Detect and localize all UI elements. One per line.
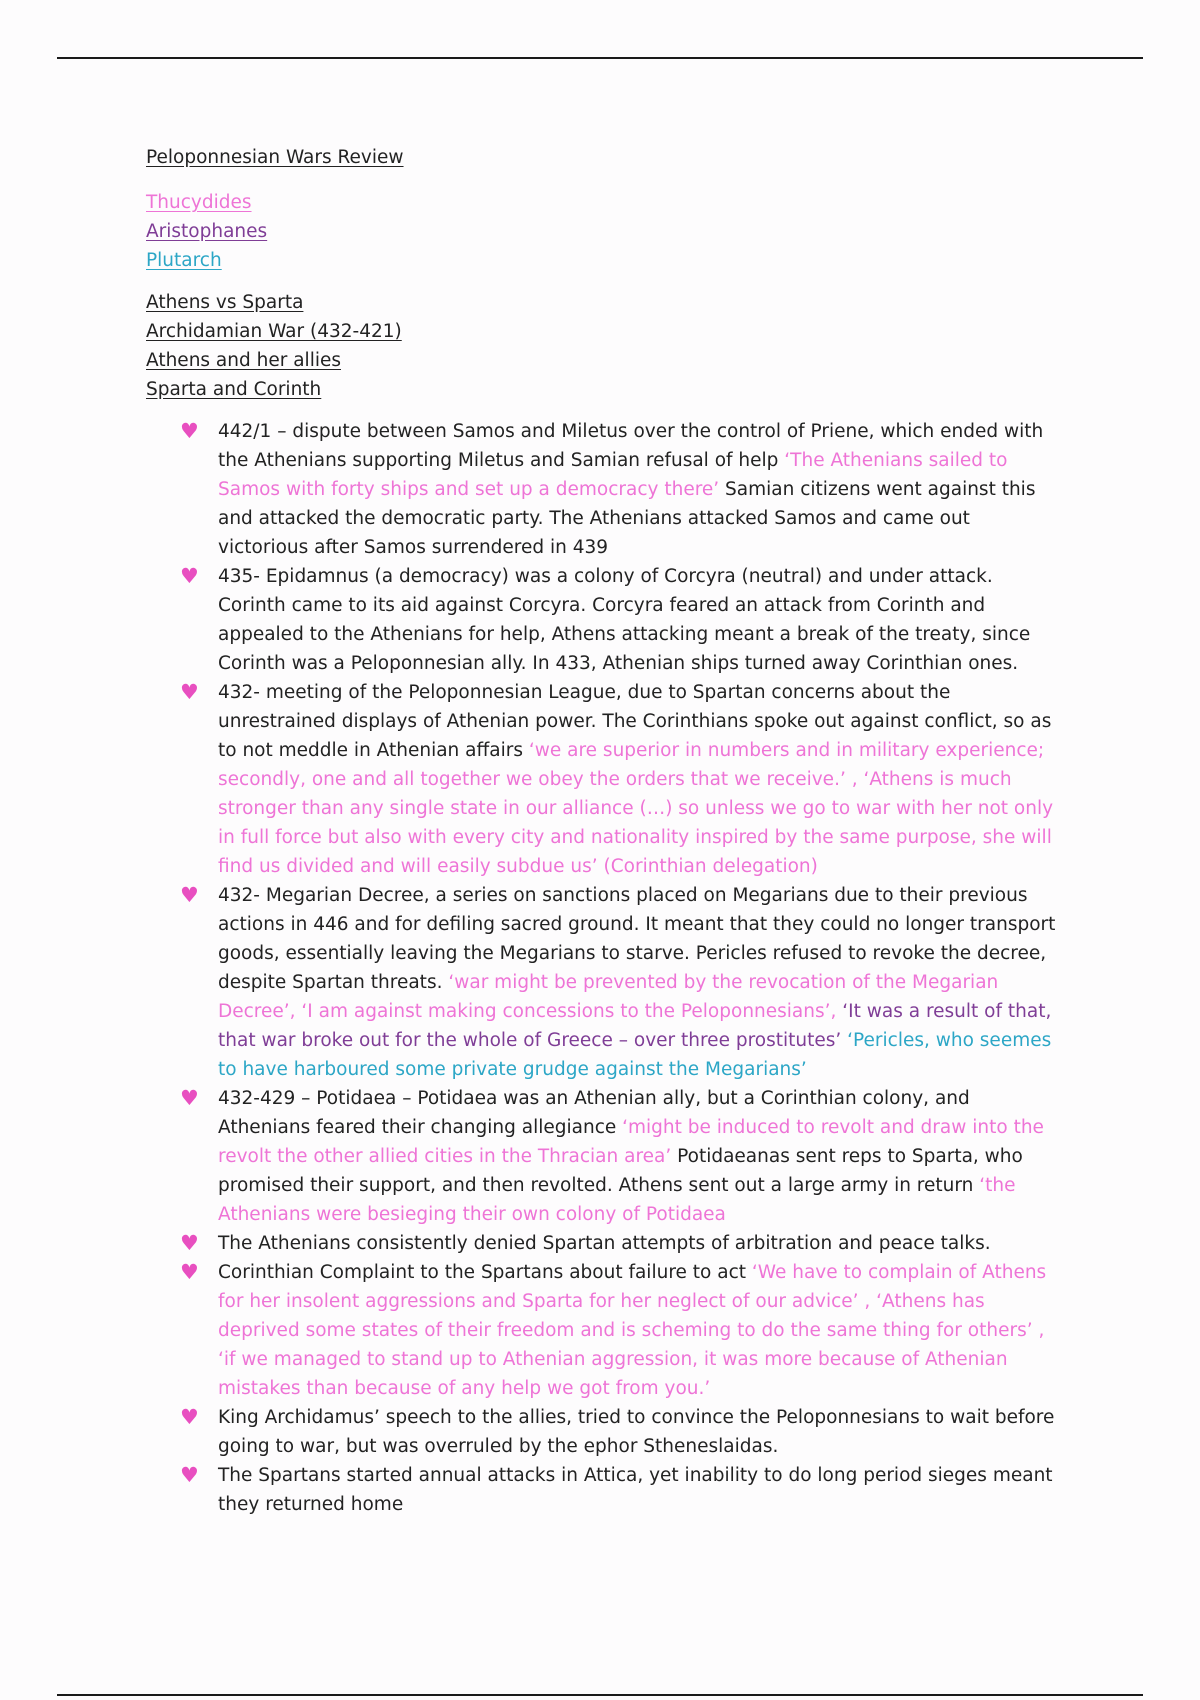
bullet-item	[146, 417, 1066, 562]
quote-text: ‘we are superior in numbers and in military experience; secondly, one and all together we obey the orders that we receive.’ , ‘Athens is much stronger than any single state in our alliance (…) so unless we go to war with her not only in full force but also with every city and nationality inspired by the same purpose, she will find us divided and will easily subdue us’ (Corinthian delegation)	[218, 740, 1054, 877]
heart-bullet-icon: ♥	[180, 1086, 199, 1110]
legend-aristophanes: Aristophanes	[146, 221, 268, 242]
bullet-item	[146, 1258, 1066, 1403]
quote-text: ‘We have to complain of Athens for her insolent aggressions and Sparta for her neglect of our advice’ , ‘Athens has deprived some states of their freedom and is scheming to do the same thing for others’ , ‘if we managed to stand up to Athenian aggression, it was more because of Athenian mistakes than because of any help we got from you.’	[218, 1262, 1047, 1399]
quote-text: ‘Pericles, who seemes to have harboured some private grudge against the Megarians’	[218, 1030, 1052, 1080]
bullet-text: 435- Epidamnus (a democracy) was a colony of Corcyra (neutral) and under attack. Corinth came to its aid against Corcyra. Corcyra feared an attack from Corinth and appealed to the Athenians for help, Athens attacking meant a break of the treaty, since Corinth was a Peloponnesian ally. In 433, Athenian ships turned away Corinthian ones.	[218, 566, 1031, 674]
bullet-text: 432- meeting of the Peloponnesian League, due to Spartan concerns about the unrestrained displays of Athenian power. The Corinthians spoke out against conflict, so as to not meddle in Athenian affairs	[218, 682, 1052, 761]
bullet-text: The Athenians consistently denied Spartan attempts of arbitration and peace talks.	[218, 1233, 991, 1254]
source-legend	[146, 188, 1066, 275]
topic-heading: Sparta and Corinth	[146, 379, 322, 400]
heart-bullet-icon: ♥	[180, 1231, 199, 1255]
legend-thucydides: Thucydides	[146, 192, 252, 213]
bullet-text: Samian citizens went against this and attacked the democratic party. The Athenians attacked Samos and came out victorious after Samos surrendered in 439	[218, 479, 1036, 558]
quote-text: ‘The Athenians sailed to Samos with forty ships and set up a democracy there’	[218, 450, 1008, 500]
top-rule	[57, 57, 1143, 59]
legend-plutarch: Plutarch	[146, 250, 222, 271]
page-title: Peloponnesian Wars Review	[146, 147, 404, 168]
bullet-text: 432- Megarian Decree, a series on sanctions placed on Megarians due to their previous actions in 446 and for defiling sacred ground. It meant that they could no longer transport goods, essentially leaving the Megarians to starve. Pericles refused to revoke the decree, despite Spartan threats.	[218, 885, 1056, 993]
bullet-item	[146, 881, 1066, 1084]
heart-bullet-icon: ♥	[180, 564, 199, 588]
heart-bullet-icon: ♥	[180, 1260, 199, 1284]
quote-text: ‘It was a result of that, that war broke out for the whole of Greece – over three prostitutes’	[218, 1001, 1052, 1051]
bullet-list	[146, 417, 1066, 1519]
bullet-text: King Archidamus’ speech to the allies, tried to convince the Peloponnesians to wait before going to war, but was overruled by the ephor Stheneslaidas.	[218, 1407, 1055, 1457]
topic-heading: Athens vs Sparta	[146, 292, 304, 313]
bullet-text: 442/1 – dispute between Samos and Miletus over the control of Priene, which ended with the Athenians supporting Miletus and Samian refusal of help	[218, 421, 1044, 471]
bullet-item	[146, 1084, 1066, 1229]
bullet-text: The Spartans started annual attacks in Attica, yet inability to do long period sieges meant they returned home	[218, 1465, 1053, 1515]
quote-text: ‘war might be prevented by the revocation of the Megarian Decree’, ‘I am against making concessions to the Peloponnesians’,	[218, 972, 999, 1022]
heart-bullet-icon: ♥	[180, 680, 199, 704]
quote-text: ‘the Athenians were besieging their own colony of Potidaea	[218, 1175, 1016, 1225]
topic-heading: Archidamian War (432-421)	[146, 321, 402, 342]
quote-text: ‘might be induced to revolt and draw into the revolt the other allied cities in the Thracian area’	[218, 1117, 1044, 1167]
bullet-text: 432-429 – Potidaea – Potidaea was an Athenian ally, but a Corinthian colony, and Athenians feared their changing allegiance	[218, 1088, 970, 1138]
topic-heading: Athens and her allies	[146, 350, 341, 371]
heart-bullet-icon: ♥	[180, 1463, 199, 1487]
bullet-item	[146, 1461, 1066, 1519]
heart-bullet-icon: ♥	[180, 1405, 199, 1429]
bullet-item	[146, 1229, 1066, 1258]
bullet-item	[146, 562, 1066, 678]
bullet-text: Potidaeanas sent reps to Sparta, who promised their support, and then revolted. Athens sent out a large army in return	[218, 1146, 1023, 1196]
bullet-item	[146, 678, 1066, 881]
heart-bullet-icon: ♥	[180, 883, 199, 907]
bullet-item	[146, 1403, 1066, 1461]
heart-bullet-icon: ♥	[180, 419, 199, 443]
document-body	[146, 146, 1066, 1519]
bottom-rule	[57, 1694, 1143, 1696]
bullet-text: Corinthian Complaint to the Spartans about failure to act	[218, 1262, 752, 1283]
topic-list	[146, 288, 1066, 404]
